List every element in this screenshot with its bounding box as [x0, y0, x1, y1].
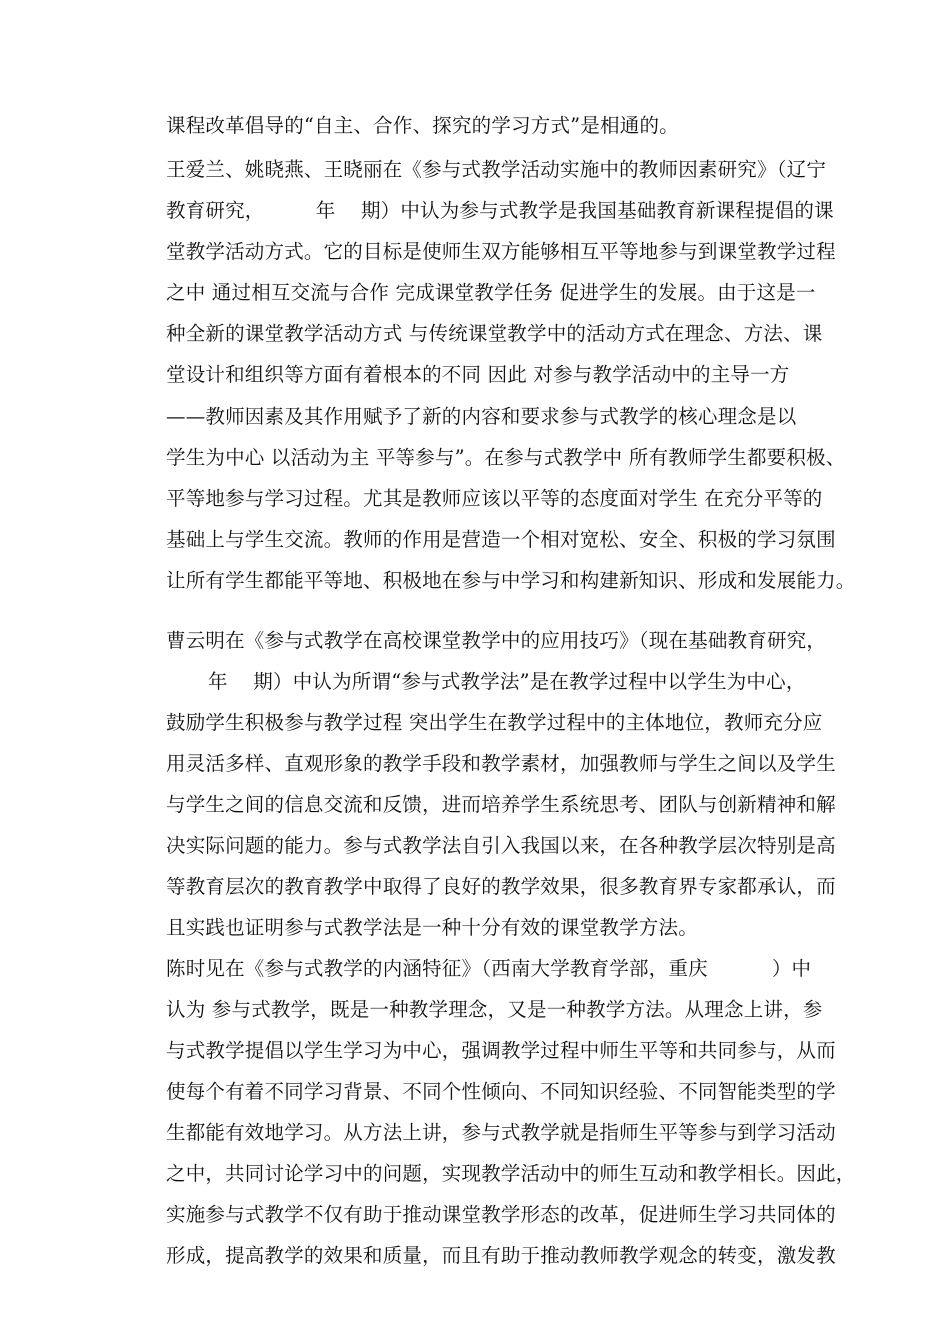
text-line: 形成，提高教学的效果和质量，而且有助于推动教师教学观念的转变，激发教: [166, 1244, 836, 1267]
text-line: 用灵活多样、直观形象的教学手段和教学素材，加强教师与学生之间以及学生: [166, 752, 836, 775]
text-line: 认为 参与式教学，既是一种教学理念，又是一种教学方法。从理念上讲，参: [166, 998, 823, 1021]
text-line: 陈时见在《参与式教学的内涵特征》（西南大学教育学部，重庆 ）中: [166, 957, 812, 980]
text-line: 让所有学生都能平等地、积极地在参与中学习和构建新知识、形成和发展能力。: [166, 569, 856, 592]
text-line: 使每个有着不同学习背景、不同个性倾向、不同知识经验、不同智能类型的学: [166, 1080, 836, 1103]
text-line: 之中 通过相互交流与合作 完成课堂教学任务 促进学生的发展。由于这是一: [166, 281, 816, 304]
text-line: 堂设计和组织等方面有着根本的不同 因此 对参与教学活动中的主导一方: [166, 363, 790, 386]
text-line: 且实践也证明参与式教学法是一种十分有效的课堂教学方法。: [166, 916, 698, 939]
text-line: 之中，共同讨论学习中的问题，实现教学活动中的师生互动和教学相长。因此，: [166, 1162, 856, 1185]
text-line: 与学生之间的信息交流和反馈，进而培养学生系统思考、团队与创新精神和解: [166, 793, 836, 816]
text-line: 鼓励学生积极参与教学过程 突出学生在教学过程中的主体地位，教师充分应: [166, 711, 823, 734]
text-line: 实施参与式教学不仅有助于推动课堂教学形态的改革，促进师生学习共同体的: [166, 1203, 836, 1226]
text-line: 王爱兰、姚晓燕、王晓丽在《参与式教学活动实施中的教师因素研究》（辽宁: [166, 158, 827, 181]
text-line: 等教育层次的教育教学中取得了良好的教学效果，很多教育界专家都承认，而: [166, 875, 836, 898]
text-line: 曹云明在《参与式教学在高校课堂教学中的应用技巧》（现在基础教育研究，: [166, 629, 827, 652]
text-line: 种全新的课堂教学活动方式 与传统课堂教学中的活动方式在理念、方法、课: [166, 322, 823, 345]
text-line: 与式教学提倡以学生学习为中心，强调教学过程中师生平等和共同参与，从而: [166, 1039, 836, 1062]
text-line: 堂教学活动方式。它的目标是使师生双方能够相互平等地参与到课堂教学过程: [166, 240, 836, 263]
text-line: 基础上与学生交流。教师的作用是营造一个相对宽松、安全、积极的学习氛围: [166, 528, 836, 551]
text-line: 决实际问题的能力。参与式教学法自引入我国以来，在各种教学层次特别是高: [166, 834, 836, 857]
text-line: 学生为中心 以活动为主 平等参与”。在参与式教学中 所有教师学生都要积极、: [166, 446, 846, 469]
text-line: 生都能有效地学习。从方法上讲，参与式教学就是指师生平等参与到学习活动: [166, 1121, 836, 1144]
text-line: ——教师因素及其作用赋予了新的内容和要求参与式教学的核心理念是以: [166, 405, 797, 428]
text-line: 课程改革倡导的“自主、合作、探究的学习方式”是相通的。: [166, 114, 679, 137]
text-line: 教育研究， 年 期）中认为参与式教学是我国基础教育新课程提倡的课: [166, 199, 834, 222]
text-line: 平等地参与学习过程。尤其是教师应该以平等的态度面对学生 在充分平等的: [166, 487, 823, 510]
text-line: 年 期）中认为所谓“参与式教学法”是在教学过程中以学生为中心，: [208, 670, 806, 693]
